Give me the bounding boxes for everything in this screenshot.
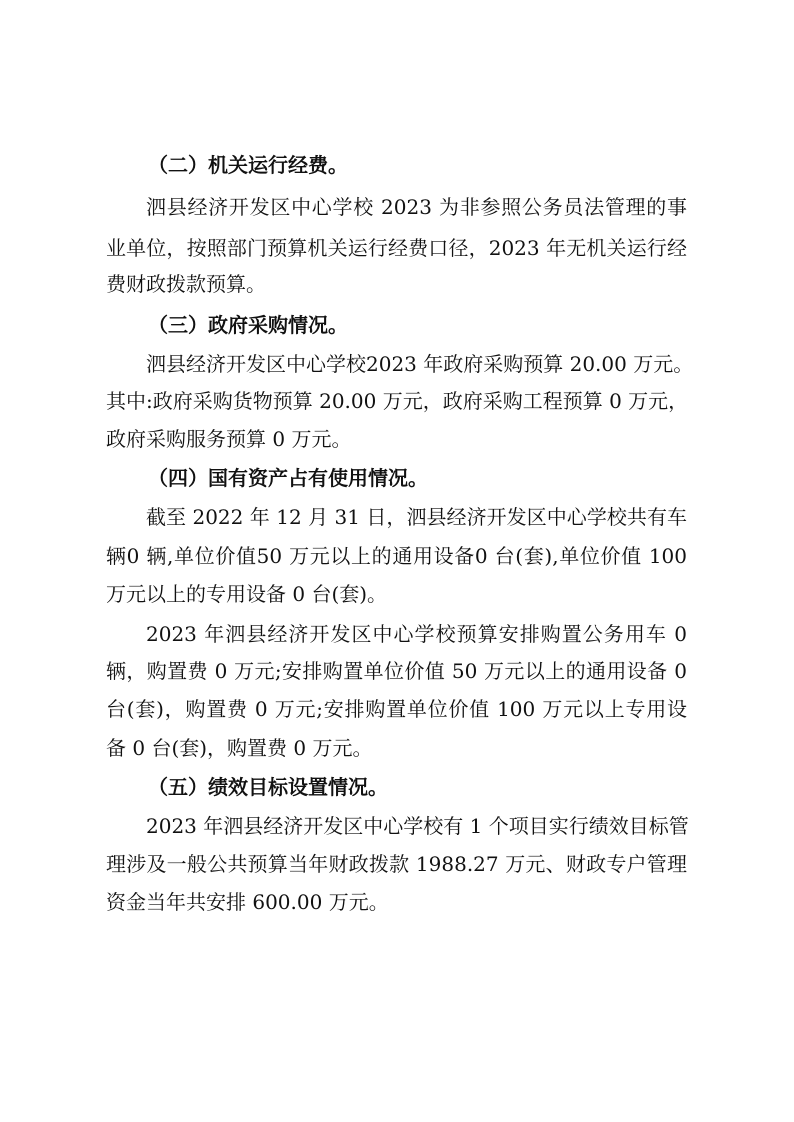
paragraph-line: 其中:政府采购货物预算 20.00 万元，政府采购工程预算 0 万元， — [106, 389, 689, 413]
paragraph-line: 万元以上的专用设备 0 台(套)。 — [106, 582, 388, 606]
paragraph-line: 泗县经济开发区中心学校2023 年政府采购预算 20.00 万元。 — [146, 352, 694, 376]
paragraph-line: 资金当年共安排 600.00 万元。 — [106, 890, 389, 914]
paragraph-line: 2023 年泗县经济开发区中心学校有 1 个项目实行绩效目标管 — [146, 814, 689, 838]
section-heading-operating-expenses: （二）机关运行经费。 — [148, 153, 348, 177]
paragraph-line: 2023 年泗县经济开发区中心学校预算安排购置公务用车 0 — [146, 622, 687, 646]
paragraph-line: 政府采购服务预算 0 万元。 — [106, 427, 352, 451]
paragraph-line: 理涉及一般公共预算当年财政拨款 1988.27 万元、财政专户管理 — [106, 852, 687, 876]
section-heading-performance-targets: （五）绩效目标设置情况。 — [148, 775, 388, 799]
paragraph-line: 辆，购置费 0 万元;安排购置单位价值 50 万元以上的通用设备 0 — [106, 659, 687, 683]
paragraph-line: 截至 2022 年 12 月 31 日，泗县经济开发区中心学校共有车 — [146, 505, 687, 529]
paragraph-line: 辆0 辆,单位价值50 万元以上的通用设备0 台(套),单位价值 100 — [106, 544, 687, 568]
paragraph-line: 费财政拨款预算。 — [106, 272, 266, 296]
paragraph-line: 台(套)，购置费 0 万元;安排购置单位价值 100 万元以上专用设 — [106, 697, 687, 721]
paragraph-line: 业单位，按照部门预算机关运行经费口径，2023 年无机关运行经 — [106, 236, 687, 260]
paragraph-line: 泗县经济开发区中心学校 2023 为非参照公务员法管理的事 — [146, 195, 687, 219]
section-heading-procurement: （三）政府采购情况。 — [148, 313, 348, 337]
paragraph-line: 备 0 台(套)，购置费 0 万元。 — [106, 736, 373, 760]
section-heading-state-assets: （四）国有资产占有使用情况。 — [148, 466, 428, 490]
